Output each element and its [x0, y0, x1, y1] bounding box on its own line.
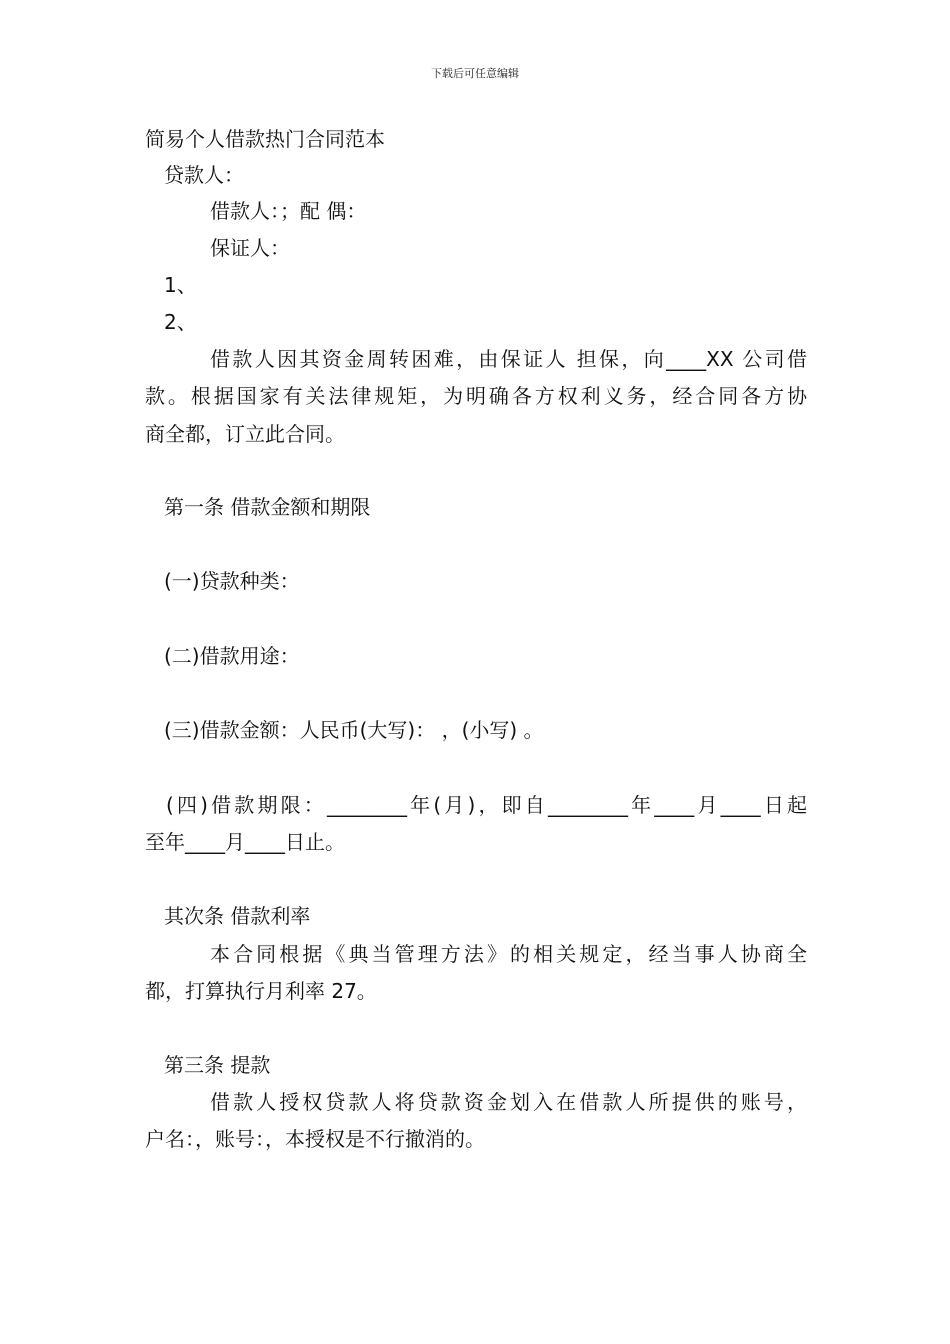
intro-line-2: 款。根据国家有关法律规矩，为明确各方权利义务，经合同各方协	[145, 384, 807, 408]
guarantor-item-2: 2、	[164, 310, 197, 334]
intro-line-1: 借款人因其资金周转困难，由保证人 担保，向____XX 公司借	[210, 347, 807, 371]
loan-amount-field: (三)借款金额：人民币(大写)： ，(小写) 。	[164, 718, 544, 742]
article-1-heading: 第一条 借款金额和期限	[164, 495, 371, 519]
withdrawal-line-2: 户名：，账号：，本授权是不行撤消的。	[145, 1127, 485, 1151]
intro-line-3: 商全都，订立此合同。	[145, 422, 345, 446]
loan-term-line-1: (四)借款期限：________年(月)，即自________年____月____日起	[166, 793, 807, 817]
guarantor-label: 保证人：	[210, 236, 290, 260]
article-2-heading: 其次条 借款利率	[164, 904, 311, 928]
interest-line-1: 本合同根据《典当管理方法》的相关规定，经当事人协商全	[210, 942, 807, 966]
loan-term-line-2: 至年____月____日止。	[145, 830, 345, 854]
document-title: 简易个人借款热门合同范本	[145, 127, 385, 151]
header-note: 下载后可任意编辑	[431, 67, 519, 80]
loan-purpose-field: (二)借款用途：	[164, 644, 300, 668]
loan-type-field: (一)贷款种类：	[164, 569, 300, 593]
guarantor-item-1: 1、	[164, 273, 197, 297]
article-3-heading: 第三条 提款	[164, 1053, 271, 1077]
withdrawal-line-1: 借款人授权贷款人将贷款资金划入在借款人所提供的账号，	[210, 1090, 807, 1114]
lender-label: 贷款人：	[164, 163, 244, 187]
interest-line-2: 都，打算执行月利率 27。	[145, 979, 377, 1003]
borrower-label: 借款人：；配 偶：	[210, 199, 367, 223]
